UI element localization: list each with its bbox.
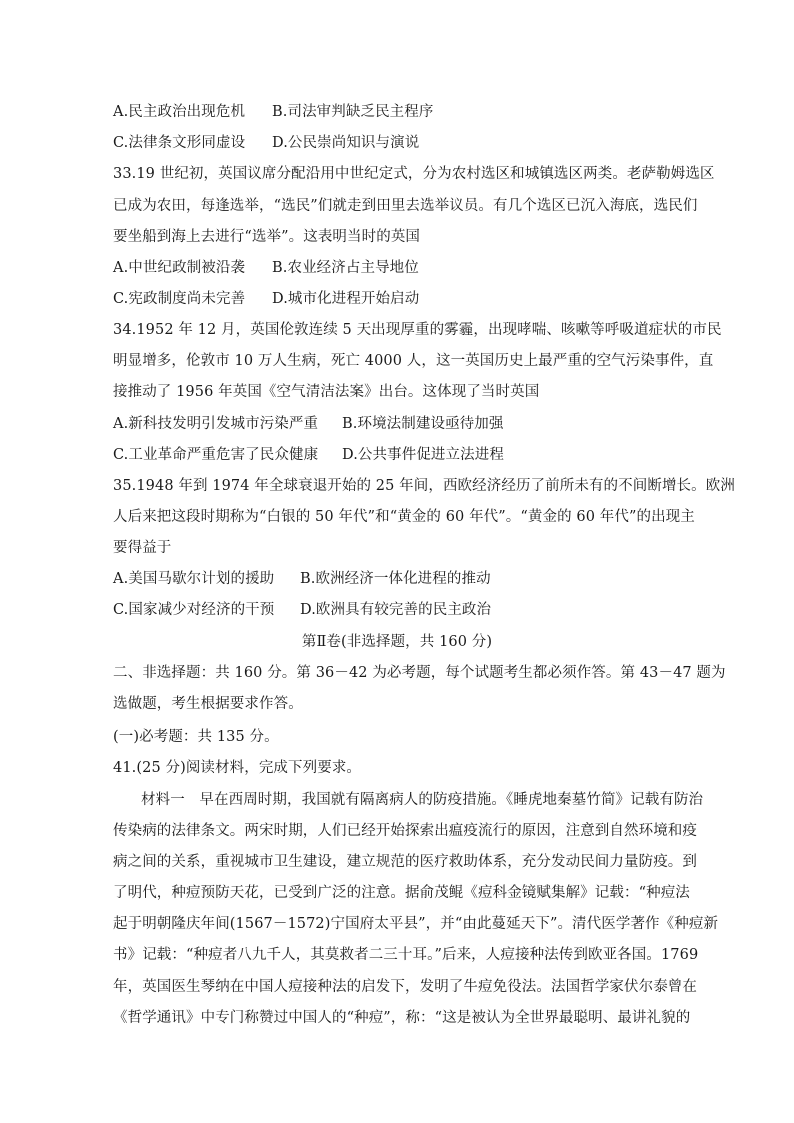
q33-option-b: B.农业经济占主导地位	[272, 260, 419, 276]
q41-material1-line-6: 书》记载：“种痘者八九千人，其莫救者二三十耳。”后来，人痘接种法传到欧亚各国。1769	[113, 947, 699, 963]
part2-intro-line-1: 二、非选择题：共 160 分。第 36－42 为必考题，每个试题考生都必须作答。第 43－47 题为	[113, 665, 726, 681]
q34-stem-line-3: 接推动了 1956 年英国《空气清洁法案》出台。这体现了当时英国	[113, 384, 540, 400]
q41-material1-line-3: 病之间的关系，重视城市卫生建设，建立规范的医疗救助体系，充分发动民间力量防疫。到	[113, 854, 697, 870]
q41-material1-line-1: 材料一 早在西周时期，我国就有隔离病人的防疫措施。《睡虎地秦墓竹简》记载有防治	[141, 792, 704, 808]
part2-title: 第Ⅱ卷(非选择题，共 160 分)	[301, 634, 493, 650]
q41-material1-line-8: 《哲学通讯》中专门称赞过中国人的“种痘”，称：“这是被认为全世界最聪明、最讲礼貌的	[113, 1010, 691, 1026]
part2-required-heading: (一)必考题：共 135 分。	[113, 729, 279, 745]
q32-option-d: D.公民崇尚知识与演说	[272, 135, 420, 151]
q41-material1-line-4: 了明代，种痘预防天花，已受到广泛的注意。据俞茂鲲《痘科金镜赋集解》记载：“种痘法	[113, 885, 690, 901]
q33-stem-line-2: 已成为农田，每逢选举，“选民”们就走到田里去选举议员。有几个选区已沉入海底，选民们	[113, 198, 698, 214]
q33-option-d: D.城市化进程开始启动	[272, 291, 420, 307]
q35-options-row-2	[113, 600, 681, 620]
q34-option-c: C.工业革命严重危害了民众健康	[113, 447, 319, 463]
q35-options-row-1	[113, 569, 681, 589]
q41-material1-line-7: 年，英国医生琴纳在中国人痘接种法的启发下，发明了牛痘免役法。法国哲学家伏尔泰曾在	[113, 979, 697, 995]
q33-option-a: A.中世纪政制被沿袭	[113, 260, 246, 276]
q34-options-row-1	[113, 414, 681, 434]
q34-option-d: D.公共事件促进立法进程	[342, 447, 504, 463]
q35-option-d: D.欧洲具有较完善的民主政治	[300, 602, 492, 618]
q41-heading: 41.(25 分)阅读材料，完成下列要求。	[113, 760, 362, 776]
q34-options-row-2	[113, 445, 681, 465]
q35-stem-line-2: 人后来把这段时期称为“白银的 50 年代”和“黄金的 60 年代”。“黄金的 60 年代”的出现主	[113, 509, 695, 525]
q35-stem-line-1: 35.1948 年到 1974 年全球衰退开始的 25 年间，西欧经济经历了前所未有的不间断增长。欧洲	[113, 478, 735, 494]
q32-option-c: C.法律条文形同虚设	[113, 135, 246, 151]
q33-option-c: C.宪政制度尚未完善	[113, 291, 246, 307]
q32-options-row-2	[113, 133, 681, 153]
q32-options-row-1	[113, 102, 681, 122]
q35-option-c: C.国家减少对经济的干预	[113, 602, 275, 618]
q35-stem-line-3: 要得益于	[113, 540, 172, 556]
q33-stem-line-1: 33.19 世纪初，英国议席分配沿用中世纪定式，分为农村选区和城镇选区两类。老萨勒姆选区	[113, 166, 715, 182]
q34-option-a: A.新科技发明引发城市污染严重	[113, 416, 319, 432]
q34-stem-line-2: 明显增多，伦敦市 10 万人生病，死亡 4000 人，这一英国历史上最严重的空气污染事件，直	[113, 353, 714, 369]
q32-option-b: B.司法审判缺乏民主程序	[272, 104, 434, 120]
q33-options-row-2	[113, 289, 681, 309]
q41-material1-line-5: 起于明朝隆庆年间(1567－1572)宁国府太平县”，并“由此蔓延天下”。清代医学著作《种痘新	[113, 916, 719, 932]
q35-option-a: A.美国马歇尔计划的援助	[113, 571, 275, 587]
q41-material1-line-2: 传染病的法律条文。两宋时期，人们已经开始探索出瘟疫流行的原因，注意到自然环境和疫	[113, 823, 697, 839]
q33-stem-line-3: 要坐船到海上去进行“选举”。这表明当时的英国	[113, 229, 421, 245]
part2-intro-line-2: 选做题，考生根据要求作答。	[113, 696, 303, 712]
q34-option-b: B.环境法制建设亟待加强	[342, 416, 504, 432]
q32-option-a: A.民主政治出现危机	[113, 104, 246, 120]
q33-options-row-1	[113, 258, 681, 278]
q34-stem-line-1: 34.1952 年 12 月，英国伦敦连续 5 天出现厚重的雾霾，出现哮喘、咳嗽等呼吸道症状的市民	[113, 322, 722, 338]
q35-option-b: B.欧洲经济一体化进程的推动	[300, 571, 491, 587]
